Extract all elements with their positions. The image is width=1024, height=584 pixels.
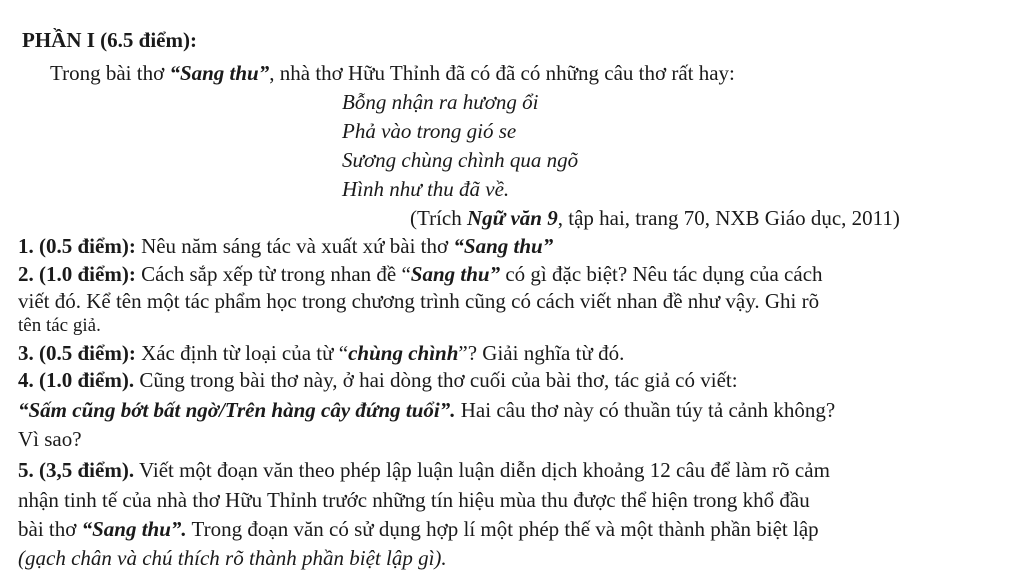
question-3-text-b: ”? Giải nghĩa từ đó.: [458, 341, 625, 365]
question-4-text-b: Hai câu thơ này có thuần túy tả cảnh không?: [455, 398, 836, 422]
question-5-text: Viết một đoạn văn theo phép lập luận luận diễn dịch khoảng 12 câu để làm rõ cảm: [134, 458, 830, 482]
question-3-word: chùng chình: [348, 341, 459, 365]
question-5-line-3-post: Trong đoạn văn có sử dụng hợp lí một phép thế và một thành phần biệt lập: [186, 517, 819, 541]
question-4-label: 4. (1.0 điểm).: [18, 368, 135, 392]
question-4-quote: “Sấm cũng bớt bất ngờ/Trên hàng cây đứng tuổi”.: [18, 398, 456, 422]
question-2-line-3: tên tác giả.: [18, 315, 101, 336]
intro-poem-title: “Sang thu”: [169, 61, 270, 85]
question-4-line-2: [18, 397, 835, 423]
question-3-text-a: Xác định từ loại của từ “: [135, 341, 349, 365]
question-1-title: “Sang thu”: [453, 234, 554, 258]
question-2-line-1: [18, 261, 823, 287]
citation: [410, 205, 900, 231]
question-5-line-3-pre: bài thơ: [18, 517, 82, 541]
intro-paragraph: [50, 60, 735, 86]
citation-pre: (Trích: [410, 206, 467, 230]
poem-line-4: Hình như thu đã về.: [342, 177, 510, 201]
question-5-line-4: (gạch chân và chú thích rõ thành phần biệt lập gì).: [18, 546, 447, 570]
section-heading: PHẦN I (6.5 điểm):: [22, 28, 197, 52]
question-5-line-2: nhận tinh tế của nhà thơ Hữu Thỉnh trước những tín hiệu mùa thu được thể hiện trong khổ đầu: [18, 488, 810, 512]
question-4-text: Cũng trong bài thơ này, ở hai dòng thơ cuối của bài thơ, tác giả có viết:: [134, 368, 738, 392]
citation-book: Ngữ văn 9: [466, 206, 558, 230]
question-1-label: 1. (0.5 điểm):: [18, 234, 136, 258]
question-2-line-2: viết đó. Kể tên một tác phẩm học trong chương trình cũng có cách viết nhan đề như vậy. Ghi rõ: [18, 289, 820, 313]
question-4-line-1: [18, 367, 738, 393]
intro-text-post: , nhà thơ Hữu Thỉnh đã có đã có những câu thơ rất hay:: [269, 61, 735, 85]
question-2-text-a: Cách sắp xếp từ trong nhan đề “: [135, 262, 411, 286]
question-2-title: Sang thu”: [410, 262, 501, 286]
poem-line-3: Sương chùng chình qua ngõ: [342, 148, 579, 172]
poem-line-2: Phả vào trong gió se: [342, 119, 517, 143]
question-5-title: “Sang thu”.: [81, 517, 187, 541]
intro-text-pre: Trong bài thơ: [50, 61, 170, 85]
poem-line-1: Bỗng nhận ra hương ổi: [342, 90, 539, 114]
question-1: [18, 233, 553, 259]
question-1-text: Nêu năm sáng tác và xuất xứ bài thơ: [135, 234, 454, 258]
question-3: [18, 340, 624, 366]
question-5-line-1: [18, 457, 830, 483]
question-4-line-3: Vì sao?: [18, 427, 82, 451]
question-2-label: 2. (1.0 điểm):: [18, 262, 136, 286]
citation-post: , tập hai, trang 70, NXB Giáo dục, 2011): [557, 206, 900, 230]
question-2-text-b: có gì đặc biệt? Nêu tác dụng của cách: [500, 262, 823, 286]
question-3-label: 3. (0.5 điểm):: [18, 341, 136, 365]
question-5-line-3: [18, 516, 819, 542]
question-5-label: 5. (3,5 điểm).: [18, 458, 135, 482]
